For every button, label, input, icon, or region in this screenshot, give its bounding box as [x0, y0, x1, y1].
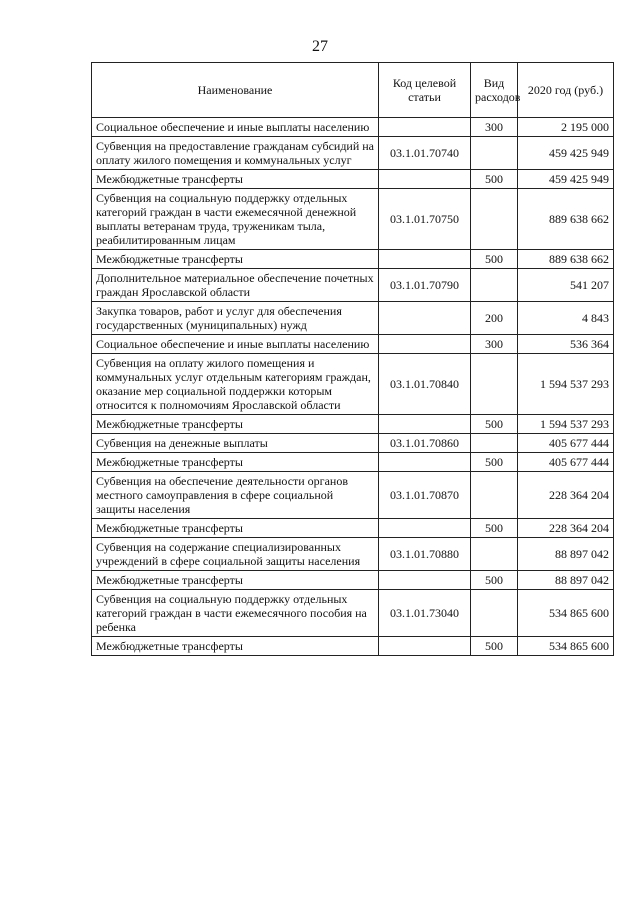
table-body: [92, 118, 614, 656]
cell-amount: 405 677 444: [518, 453, 614, 472]
cell-kind: 500: [471, 637, 518, 656]
cell-amount: 228 364 204: [518, 519, 614, 538]
table-row: [92, 538, 614, 571]
cell-amount: 405 677 444: [518, 434, 614, 453]
cell-code: 03.1.01.70740: [379, 137, 471, 170]
cell-name: Межбюджетные трансферты: [92, 571, 379, 590]
table-row: [92, 637, 614, 656]
cell-name: Субвенция на денежные выплаты: [92, 434, 379, 453]
cell-amount: 1 594 537 293: [518, 415, 614, 434]
cell-name: Социальное обеспечение и иные выплаты населению: [92, 335, 379, 354]
cell-code: 03.1.01.70790: [379, 269, 471, 302]
table-row: [92, 118, 614, 137]
cell-kind: [471, 590, 518, 637]
cell-kind: 500: [471, 170, 518, 189]
cell-name: Дополнительное материальное обеспечение почетных граждан Ярославской области: [92, 269, 379, 302]
cell-amount: 88 897 042: [518, 538, 614, 571]
cell-amount: 1 594 537 293: [518, 354, 614, 415]
cell-kind: 200: [471, 302, 518, 335]
cell-name: Межбюджетные трансферты: [92, 415, 379, 434]
cell-code: [379, 453, 471, 472]
cell-amount: 2 195 000: [518, 118, 614, 137]
table-row: [92, 335, 614, 354]
header-amount: 2020 год (руб.): [518, 63, 614, 118]
cell-kind: 500: [471, 519, 518, 538]
cell-kind: [471, 354, 518, 415]
cell-kind: [471, 538, 518, 571]
table-row: [92, 170, 614, 189]
table-row: [92, 137, 614, 170]
cell-code: 03.1.01.70870: [379, 472, 471, 519]
cell-code: 03.1.01.70840: [379, 354, 471, 415]
cell-name: Субвенция на предоставление гражданам субсидий на оплату жилого помещения и коммунальных услуг: [92, 137, 379, 170]
cell-name: Межбюджетные трансферты: [92, 637, 379, 656]
table-row: [92, 354, 614, 415]
cell-code: [379, 415, 471, 434]
cell-amount: 534 865 600: [518, 637, 614, 656]
cell-code: 03.1.01.73040: [379, 590, 471, 637]
cell-name: Субвенция на социальную поддержку отдельных категорий граждан в части ежемесячной денежной выплаты ветеранам труда, труженикам тыла, реабилитированным лицам: [92, 189, 379, 250]
cell-amount: 889 638 662: [518, 189, 614, 250]
cell-name: Субвенция на содержание специализированных учреждений в сфере социальной защиты населения: [92, 538, 379, 571]
cell-name: Социальное обеспечение и иные выплаты населению: [92, 118, 379, 137]
cell-amount: 541 207: [518, 269, 614, 302]
table-row: [92, 269, 614, 302]
header-name: Наименование: [92, 63, 379, 118]
cell-code: [379, 170, 471, 189]
table-row: [92, 571, 614, 590]
cell-code: [379, 335, 471, 354]
cell-amount: 459 425 949: [518, 137, 614, 170]
cell-name: Субвенция на социальную поддержку отдельных категорий граждан в части ежемесячного пособия на ребенка: [92, 590, 379, 637]
cell-amount: 88 897 042: [518, 571, 614, 590]
cell-code: [379, 637, 471, 656]
cell-kind: 500: [471, 571, 518, 590]
budget-table: [91, 62, 614, 656]
cell-code: [379, 571, 471, 590]
cell-name: Межбюджетные трансферты: [92, 453, 379, 472]
cell-kind: 300: [471, 335, 518, 354]
cell-kind: [471, 434, 518, 453]
cell-amount: 889 638 662: [518, 250, 614, 269]
cell-amount: 534 865 600: [518, 590, 614, 637]
cell-amount: 459 425 949: [518, 170, 614, 189]
cell-name: Закупка товаров, работ и услуг для обеспечения государственных (муниципальных) нужд: [92, 302, 379, 335]
table-row: [92, 590, 614, 637]
cell-name: Межбюджетные трансферты: [92, 170, 379, 189]
cell-name: Межбюджетные трансферты: [92, 519, 379, 538]
table-row: [92, 472, 614, 519]
table-row: [92, 434, 614, 453]
page-number: 27: [312, 38, 328, 55]
cell-kind: [471, 472, 518, 519]
cell-name: Межбюджетные трансферты: [92, 250, 379, 269]
cell-code: 03.1.01.70880: [379, 538, 471, 571]
cell-code: [379, 118, 471, 137]
header-code: Код целевой статьи: [379, 63, 471, 118]
cell-amount: 536 364: [518, 335, 614, 354]
cell-kind: [471, 137, 518, 170]
cell-kind: 500: [471, 250, 518, 269]
cell-kind: 300: [471, 118, 518, 137]
table-row: [92, 415, 614, 434]
cell-kind: [471, 189, 518, 250]
cell-amount: 4 843: [518, 302, 614, 335]
cell-code: 03.1.01.70750: [379, 189, 471, 250]
cell-code: [379, 250, 471, 269]
cell-name: Субвенция на обеспечение деятельности органов местного самоуправления в сфере социальной защиты населения: [92, 472, 379, 519]
table-row: [92, 302, 614, 335]
table-row: [92, 189, 614, 250]
cell-amount: 228 364 204: [518, 472, 614, 519]
cell-code: 03.1.01.70860: [379, 434, 471, 453]
table-header-row: [92, 63, 614, 118]
cell-name: Субвенция на оплату жилого помещения и коммунальных услуг отдельным категориям граждан, оказание мер социальной поддержки которым относится к полномочиям Ярославской области: [92, 354, 379, 415]
cell-code: [379, 519, 471, 538]
table-row: [92, 519, 614, 538]
table-row: [92, 453, 614, 472]
header-kind: Вид расходов: [471, 63, 518, 118]
cell-kind: 500: [471, 453, 518, 472]
cell-kind: [471, 269, 518, 302]
cell-kind: 500: [471, 415, 518, 434]
table-row: [92, 250, 614, 269]
cell-code: [379, 302, 471, 335]
